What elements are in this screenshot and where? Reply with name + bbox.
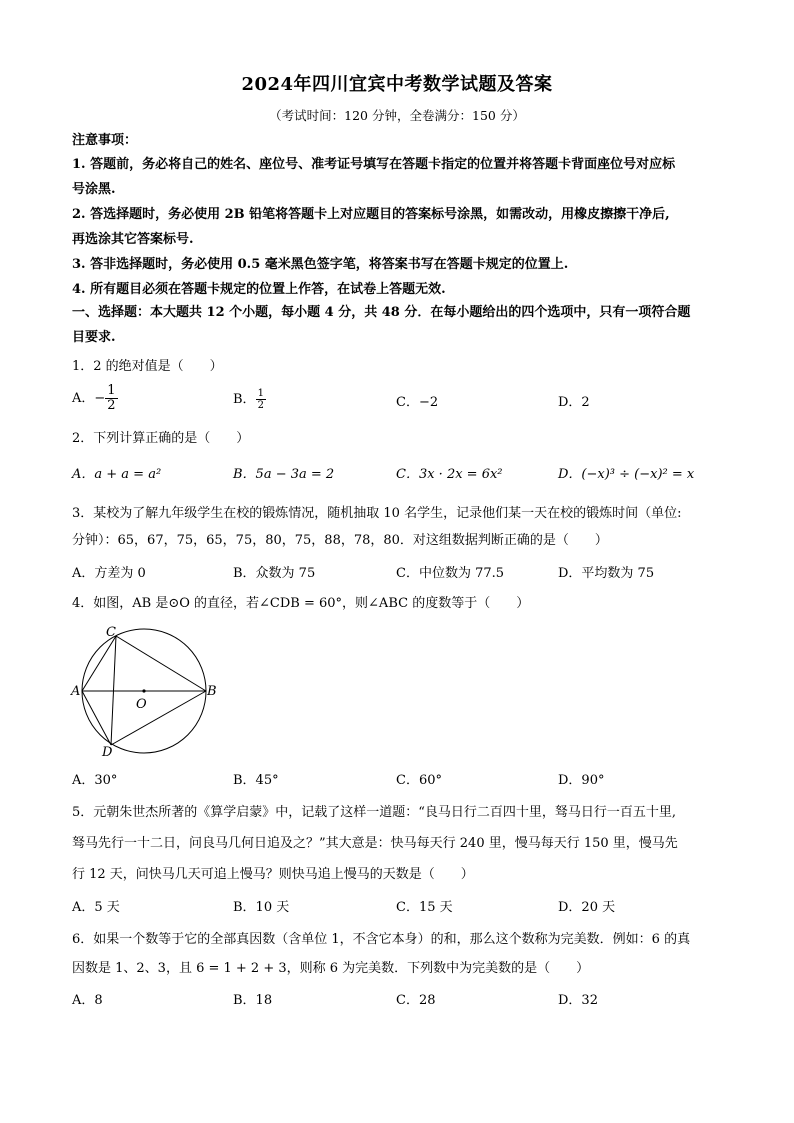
section-heading-cont: 目要求. (72, 330, 116, 345)
exam-info: （考试时间：120 分钟，全卷满分：150 分） (269, 108, 525, 123)
q6-option-d: D．32 (558, 993, 598, 1008)
question-3-stem-cont: 分钟）：65，67，75，65，75，80，75，88，78，80．对这组数据判断正确的是（ ） (72, 533, 608, 548)
q2-option-d: D．(−x)³ ÷ (−x)² = x (558, 467, 695, 482)
q4-option-b: B．45° (233, 773, 279, 788)
q3-option-c: C．中位数为 77.5 (396, 566, 505, 581)
fraction-numerator: 1 (107, 383, 116, 398)
q2-option-b: B．5a − 3a = 2 (233, 467, 335, 482)
fraction-numerator: 1 (257, 388, 264, 399)
section-heading: 一、选择题：本大题共 12 个小题，每小题 4 分，共 48 分．在每小题给出的四个选项中，只有一项符合题 (72, 305, 691, 320)
fraction-denominator: 2 (257, 400, 264, 411)
q1-option-b (233, 388, 266, 411)
question-3-stem: 3．某校为了解九年级学生在校的锻炼情况，随机抽取 10 名学生，记录他们某一天在校的锻炼时间（单位: (72, 506, 682, 521)
q6-option-a: A．8 (72, 993, 103, 1008)
label-b: B (207, 684, 217, 699)
q5-option-d: D．20 天 (558, 900, 616, 915)
q1-option-a-label: A．− (72, 391, 106, 406)
q4-option-c: C．60° (396, 773, 442, 788)
q4-option-a: A．30° (72, 773, 118, 788)
center-point-o (142, 689, 145, 692)
chord-cb (116, 636, 206, 691)
label-a: A (71, 684, 81, 699)
notice-line: 4. 所有题目必须在答题卡规定的位置上作答，在试卷上答题无效. (72, 282, 446, 297)
notice-line: 1. 答题前，务必将自己的姓名、座位号、准考证号填写在答题卡指定的位置并将答题卡背面座位号对应标 (72, 157, 676, 172)
q3-option-a: A．方差为 0 (72, 566, 146, 581)
label-d: D (102, 745, 113, 760)
q2-option-c: C．3x · 2x = 6x² (396, 467, 503, 482)
question-5-stem: 5．元朝朱世杰所著的《算学启蒙》中，记载了这样一道题：“良马日行二百四十里，驽马日行一百五十里, (72, 805, 677, 820)
q5-option-c: C．15 天 (396, 900, 453, 915)
chord-db (111, 691, 206, 745)
notice-heading: 注意事项： (72, 133, 138, 148)
question-2-stem: 2．下列计算正确的是（ ） (72, 431, 250, 446)
fraction (105, 384, 117, 413)
q5-option-b: B．10 天 (233, 900, 290, 915)
q6-option-c: C．28 (396, 993, 436, 1008)
q4-option-d: D．90° (558, 773, 605, 788)
label-c: C (106, 625, 116, 640)
q5-option-a: A．5 天 (72, 900, 120, 915)
q3-option-d: D．平均数为 75 (558, 566, 655, 581)
question-5-stem-cont: 行 12 天，问快马几天可追上慢马？则快马追上慢马的天数是（ ） (72, 867, 474, 882)
label-o: O (136, 697, 147, 712)
notice-line: 再选涂其它答案标号. (72, 232, 194, 247)
fraction (256, 388, 266, 411)
q6-option-b: B．18 (233, 993, 273, 1008)
question-6-stem: 6．如果一个数等于它的全部真因数（含单位 1，不含它本身）的和，那么这个数称为完美数．例如：6 的真 (72, 932, 691, 947)
notice-line: 号涂黑. (72, 182, 116, 197)
q1-option-b-label: B． (233, 392, 256, 407)
circle-figure (70, 625, 220, 760)
chord-ad (82, 691, 111, 745)
question-5-stem-cont: 驽马先行一十二日，问良马几何日追及之？”其大意是：快马每天行 240 里，慢马每天行 150 里，慢马先 (72, 836, 678, 851)
fraction-denominator: 2 (107, 398, 116, 413)
question-6-stem-cont: 因数是 1、2、3，且 6 = 1 + 2 + 3，则称 6 为完美数．下列数中为完美数的是（ ） (72, 961, 590, 976)
q1-option-d: D．2 (558, 395, 590, 410)
chord-ac (82, 636, 116, 691)
q1-option-a (72, 384, 118, 413)
question-1-stem: 1．2 的绝对值是（ ） (72, 359, 223, 374)
notice-line: 2. 答选择题时，务必使用 2B 铅笔将答题卡上对应题目的答案标号涂黑，如需改动，用橡皮擦擦干净后, (72, 207, 670, 222)
q1-option-c: C．−2 (396, 395, 439, 410)
page-title: 2024年四川宜宾中考数学试题及答案 (241, 74, 553, 95)
question-4-stem: 4．如图，AB 是⊙O 的直径，若∠CDB = 60°，则∠ABC 的度数等于（ ） (72, 596, 530, 611)
q2-option-a: A．a + a = a² (72, 467, 162, 482)
notice-line: 3. 答非选择题时，务必使用 0.5 毫米黑色签字笔，将答案书写在答题卡规定的位置上. (72, 257, 569, 272)
q3-option-b: B．众数为 75 (233, 566, 316, 581)
